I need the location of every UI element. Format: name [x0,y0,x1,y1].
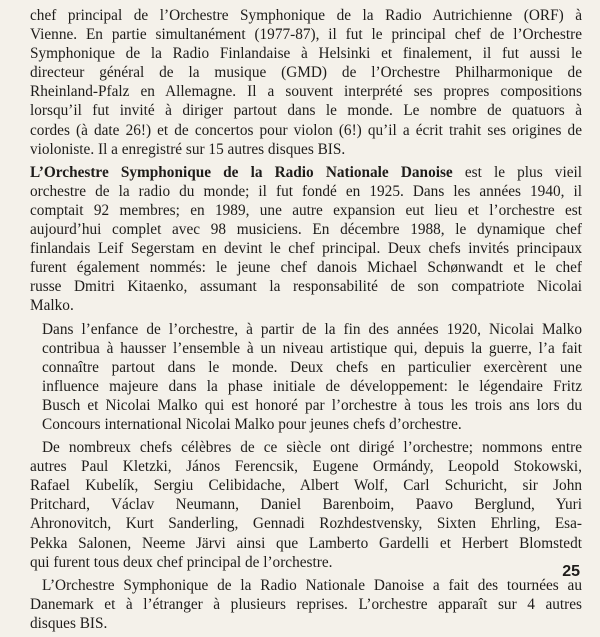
paragraph-famous-conductors [30,438,582,572]
text-line: influence majeure dans la phase initiale de développement: le légendaire Fritz [42,377,582,395]
text-line: violoniste. Il a enregistré sur 15 autres disques BIS. [30,140,346,158]
text-line: aujourd’hui complet avec 98 musiciens. En décembre 1988, le dynamique chef [30,221,582,239]
paragraph-orchestra-history [30,320,582,435]
text-fragment: est le plus vieil [452,163,582,181]
text-line: comptait 92 membres; en 1989, une autre expansion eut lieu et l’orchestre est [30,201,582,219]
text-line: connaître partout dans le monde. Deux chefs en particulier exercèrent une [42,358,582,376]
text-line: Ahronovitch, Kurt Sanderling, Gennadi Rozhdestvensky, Sixten Ehrling, Esa- [30,515,582,533]
text-line: Concours international Nicolai Malko pour jeunes chefs d’orchestre. [42,415,462,433]
text-line: cordes (à date 26!) et de concertos pour violon (6!) qu’il a écrit trahit ses origines de [30,121,582,139]
text-line: contribua à hausser l’ensemble à un niveau artistique qui, depuis la guerre, l’a fait [42,339,582,357]
orchestra-name-heading: L’Orchestre Symphonique de la Radio Nationale Danoise [30,163,453,181]
page-number: 25 [562,563,580,580]
text-line: Pritchard, Václav Neumann, Daniel Barenboim, Paavo Berglund, Yuri [30,496,582,514]
text-line: lorsqu’il fut invité à diriger partout dans le monde. Le nombre de quatuors à [30,102,582,120]
text-line: Rafael Kubelík, Sergiu Celibidache, Albert Wolf, Carl Schuricht, sir John [30,477,582,495]
text-line: Pekka Salonen, Neeme Järvi ainsi que Lamberto Gardelli et Herbert Blomstedt [30,534,582,552]
text-line: Malko. [30,297,74,315]
text-line: Rheinland-Pfalz en Allemagne. Il a souvent interprété ses propres compositions [30,83,582,101]
text-line: furent également nommés: le jeune chef danois Michael Schønwandt et le chef [30,259,582,277]
text-line: De nombreux chefs célèbres de ce siècle ont dirigé l’orchestre; nommons entre [42,439,582,457]
text-line: autres Paul Kletzki, János Ferencsik, Eugene Ormándy, Leopold Stokowski, [30,458,582,476]
text-line: Vienne. En partie simultanément (1977-87), il fut le principal chef de l’Orchestre [30,26,582,44]
text-line: Busch et Nicolai Malko qui est honoré par l’orchestre à tous les trois ans lors du [42,396,582,414]
text-line [30,163,582,182]
text-line: Danemark et à l’étranger à plusieurs reprises. L’orchestre apparaît sur 4 autres [30,595,582,613]
paragraph-tours [30,576,582,633]
paragraph-composer-biography [30,6,582,159]
text-line: finlandais Leif Segerstam en devint le chef principal. Deux chefs invités principaux [30,240,582,258]
text-line: qui furent tous deux chef principal de l’orchestre. [30,553,333,571]
document-page [30,6,582,637]
text-line: directeur général de la musique (GMD) de l’Orchestre Philharmonique de [30,64,582,82]
paragraph-orchestra-intro [30,163,582,316]
text-line: orchestre de la radio du monde; il fut fondé en 1925. Dans les années 1940, il [30,182,582,200]
text-line: Dans l’enfance de l’orchestre, à partir de la fin des années 1920, Nicolai Malko [42,320,582,338]
text-line: russe Dmitri Kitaenko, assumant la responsabilité de son compatriote Nicolai [30,278,582,296]
text-line: disques BIS. [30,614,108,632]
text-line: chef principal de l’Orchestre Symphonique de la Radio Autrichienne (ORF) à [30,7,582,24]
text-line: L’Orchestre Symphonique de la Radio Nationale Danoise a fait des tournées au [42,576,582,594]
text-line: Symphonique de la Radio Finlandaise à Helsinki et finalement, il fut aussi le [30,45,582,63]
